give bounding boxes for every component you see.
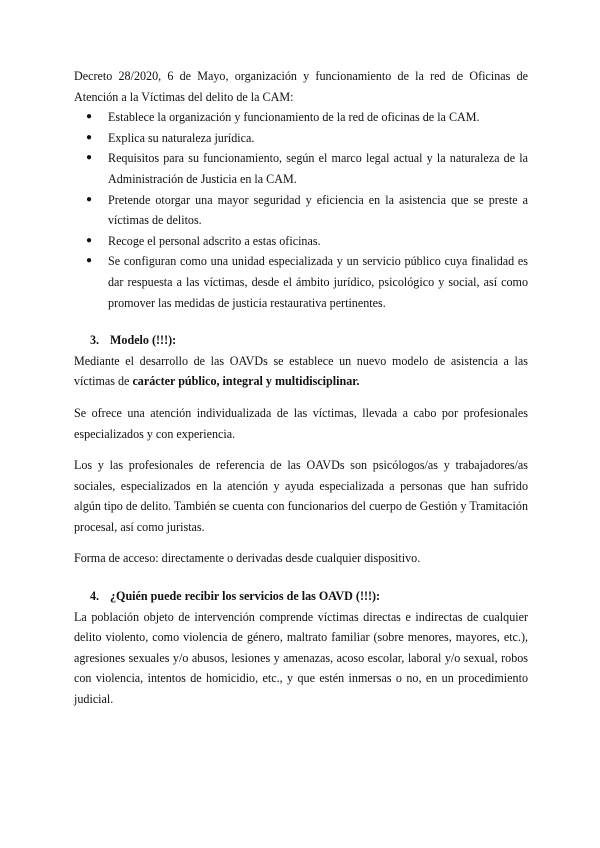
bullet-icon: ● (86, 255, 93, 267)
bullet-list (74, 107, 528, 313)
document-page (74, 66, 528, 710)
section-3-paragraph-1 (74, 351, 528, 392)
list-item-text: Recoge el personal adscrito a estas oficinas. (108, 233, 321, 248)
list-item (74, 107, 528, 128)
section-4-heading (74, 586, 528, 607)
bullet-icon: ● (86, 234, 93, 246)
section-3-paragraph-1-text: Mediante el desarrollo de las OAVDs se establece un nuevo modelo de asistencia a las víctimas de (74, 353, 528, 389)
list-item-text: Pretende otorgar una mayor seguridad y eficiencia en la asistencia que se preste a víctimas de delitos. (108, 192, 528, 228)
list-item-text: Se configuran como una unidad especializada y un servicio público cuya finalidad es dar respuesta a las víctimas, desde el ámbito jurídico, psicológico y social, así como promover las medidas de justicia restaurativa pertinentes. (108, 254, 528, 310)
bullet-icon: ● (86, 131, 93, 143)
section-3-bold-phrase: carácter público, integral y multidisciplinar. (132, 374, 360, 389)
section-3-paragraph-3: Los y las profesionales de referencia de las OAVDs son psicólogos/as y trabajadores/as sociales, especializados en la atención y ayuda especializada a personas que han sufrido algún tipo de delito. También se cuenta con funcionarios del cuerpo de Gestión y Tramitación procesal, así como juristas. (74, 458, 528, 534)
bullet-icon: ● (86, 193, 93, 205)
section-3-number: 3. (90, 333, 100, 348)
intro-paragraph: Decreto 28/2020, 6 de Mayo, organización y funcionamiento de la red de Oficinas de Atención a la Víctimas del delito de la CAM: (74, 69, 528, 104)
section-3-paragraph-4: Forma de acceso: directamente o derivadas desde cualquier dispositivo. (74, 551, 421, 566)
list-item-text: Requisitos para su funcionamiento, según el marco legal actual y la naturaleza de la Administración de Justicia en la CAM. (108, 151, 528, 186)
section-3-heading (74, 330, 528, 351)
section-3-title: Modelo (!!!): (110, 333, 177, 348)
section-4-paragraph-1: La población objeto de intervención comprende víctimas directas e indirectas de cualquier delito violento, como violencia de género, maltrato familiar (sobre menores, mayores, etc.), agresiones sexuales y/o abusos, lesiones y amenazas, acoso escolar, laboral y/o sexual, robos con violencia, intentos de homicidio, etc., y que estén inmersas o no, en un procedimiento judicial. (74, 609, 528, 707)
list-item-text: Explica su naturaleza jurídica. (108, 130, 255, 145)
section-4-title: ¿Quién puede recibir los servicios de las OAVD (!!!): (110, 589, 381, 604)
list-item (74, 148, 528, 189)
section-3-paragraph-2: Se ofrece una atención individualizada de las víctimas, llevada a cabo por profesionales especializados y con experiencia. (74, 405, 528, 441)
bullet-icon: ● (86, 111, 93, 123)
list-item (74, 231, 528, 252)
list-item (74, 128, 528, 149)
list-item (74, 251, 528, 313)
bullet-icon: ● (86, 152, 93, 164)
list-item-text: Establece la organización y funcionamiento de la red de oficinas de la CAM. (108, 110, 480, 125)
list-item (74, 190, 528, 231)
section-4-number: 4. (90, 589, 100, 604)
